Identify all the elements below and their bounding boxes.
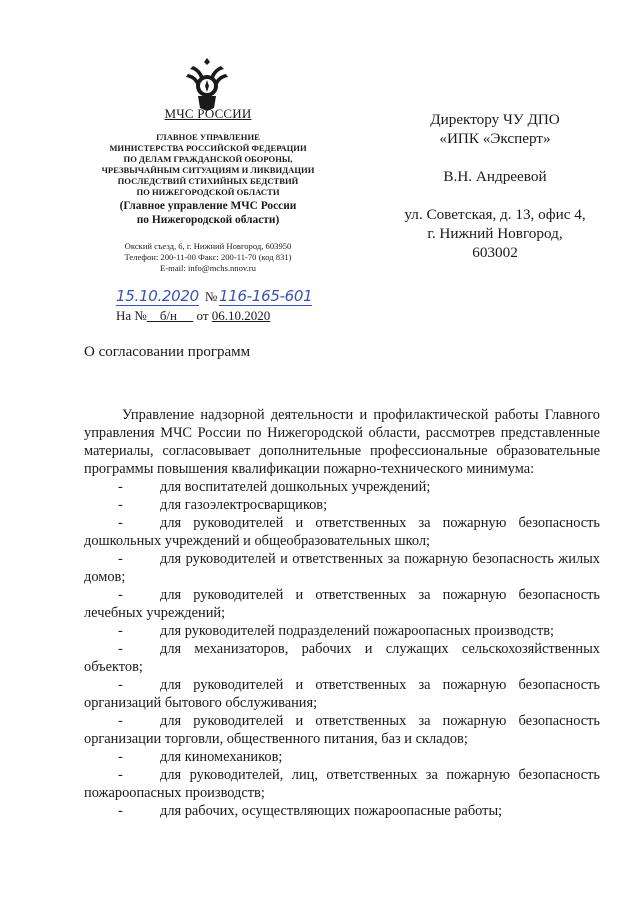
letter-body [84, 406, 600, 820]
letter-subject: О согласовании программ [84, 344, 251, 360]
registration-date: 15.10.2020 [116, 287, 199, 305]
addressee-name: В.Н. Андреевой [443, 168, 547, 185]
addressee-block [380, 110, 610, 262]
ref-date: 06.10.2020 [211, 308, 271, 323]
addressee-spacer [380, 186, 610, 205]
ref-number: б/н [159, 308, 177, 323]
ministry-line: ПО НИЖЕГОРОДСКОЙ ОБЛАСТИ [136, 187, 280, 197]
sender-contacts [86, 241, 330, 274]
short-name-line: по Нижегородской области) [136, 214, 280, 226]
registration-line [116, 287, 346, 306]
list-item: - для руководителей, лиц, ответственных за пожарную безопасность пожароопасных производств; [84, 767, 600, 801]
list-item: - для руководителей и ответственных за пожарную безопасность жилых домов; [84, 551, 600, 585]
emchs-emblem-icon [184, 56, 230, 112]
list-item: - для руководителей и ответственных за пожарную безопасность дошкольных учреждений и общеобразовательных школ; [84, 515, 600, 549]
addressee-spacer [380, 148, 610, 167]
registration-number: 116-165-601 [219, 287, 313, 305]
list-item: - для руководителей и ответственных за пожарную безопасность организации торговли, общественного питания, баз и складов; [84, 713, 600, 747]
addressee-title: Директору ЧУ ДПО [430, 111, 560, 128]
ministry-full-name [86, 132, 330, 198]
addressee-postcode: 603002 [472, 244, 518, 261]
list-item: - для газоэлектросварщиков; [118, 497, 328, 513]
ministry-line: МИНИСТЕРСТВА РОССИЙСКОЙ ФЕДЕРАЦИИ [109, 143, 307, 153]
sender-header [86, 106, 330, 274]
sender-email: E-mail: info@mchs.nnov.ru [160, 263, 256, 273]
ref-prefix: На № [116, 308, 147, 323]
addressee-city: г. Нижний Новгород, [427, 225, 563, 242]
short-name-line: (Главное управление МЧС России [119, 200, 297, 212]
sender-address: Окский съезд, 6, г. Нижний Новгород, 603950 [124, 241, 292, 251]
addressee-street: ул. Советская, д. 13, офис 4, [404, 206, 586, 223]
ref-from: от [196, 308, 209, 323]
org-name: МЧС РОССИИ [164, 106, 252, 121]
ministry-line: ПО ДЕЛАМ ГРАЖДАНСКОЙ ОБОРОНЫ, [123, 154, 293, 164]
list-item: - для руководителей и ответственных за пожарную безопасность организаций бытового обслуживания; [84, 677, 600, 711]
ministry-line: ЧРЕЗВЫЧАЙНЫМ СИТУАЦИЯМ И ЛИКВИДАЦИИ [101, 165, 315, 175]
ministry-short-name [86, 199, 330, 227]
intro-paragraph: Управление надзорной деятельности и профилактической работы Главного управления МЧС России по Нижегородской области, рассмотрев представленные материалы, согласовывает дополнительные профессиональные образовательные программы повышения квалификации пожарно-технического минимума: [84, 407, 600, 477]
sender-phone-fax: Телефон: 200-11-00 Факс: 200-11-70 (код 831) [124, 252, 292, 262]
registration-number-label: № [204, 289, 217, 304]
list-item: - для руководителей подразделений пожароопасных производств; [118, 623, 555, 639]
addressee-org: «ИПК «Эксперт» [439, 130, 551, 147]
list-item: - для воспитателей дошкольных учреждений; [118, 479, 431, 495]
reference-line [116, 308, 356, 324]
ministry-line: ГЛАВНОЕ УПРАВЛЕНИЕ [156, 132, 260, 142]
list-item: - для руководителей и ответственных за пожарную безопасность лечебных учреждений; [84, 587, 600, 621]
ministry-line: ПОСЛЕДСТВИЙ СТИХИЙНЫХ БЕДСТВИЙ [117, 176, 299, 186]
list-item: - для механизаторов, рабочих и служащих сельскохозяйственных объектов; [84, 641, 600, 675]
list-item: - для рабочих, осуществляющих пожароопасные работы; [118, 803, 503, 819]
list-item: - для киномехаников; [118, 749, 283, 765]
